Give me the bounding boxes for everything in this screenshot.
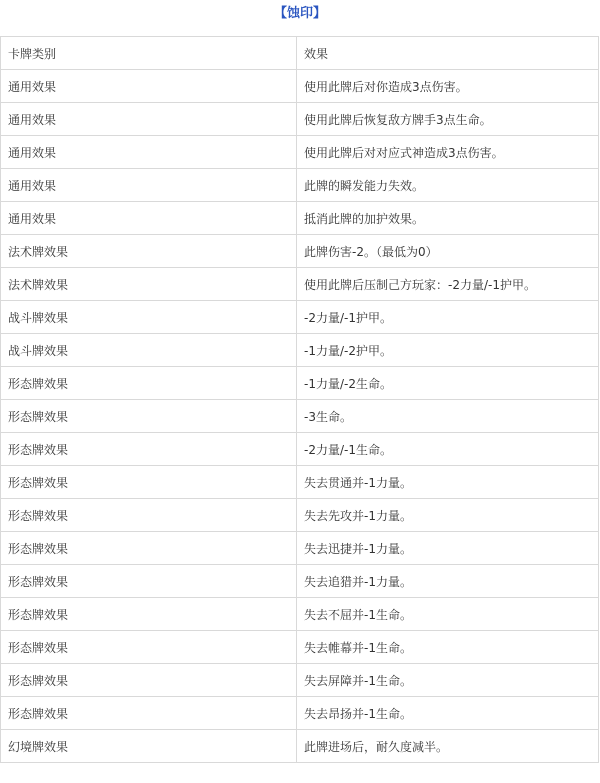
header-card-category: 卡牌类别 xyxy=(1,37,297,70)
effect-cell: 失去贯通并-1力量。 xyxy=(297,466,599,499)
card-category-cell: 形态牌效果 xyxy=(1,499,297,532)
effect-cell: 使用此牌后对对应式神造成3点伤害。 xyxy=(297,136,599,169)
effect-cell: 失去迅捷并-1力量。 xyxy=(297,532,599,565)
card-category-cell: 战斗牌效果 xyxy=(1,301,297,334)
header-effect: 效果 xyxy=(297,37,599,70)
card-category-cell: 形态牌效果 xyxy=(1,697,297,730)
table-row xyxy=(1,169,599,202)
table-row xyxy=(1,631,599,664)
effect-cell: 失去不屈并-1生命。 xyxy=(297,598,599,631)
table-row xyxy=(1,532,599,565)
table-row xyxy=(1,367,599,400)
card-category-cell: 通用效果 xyxy=(1,169,297,202)
card-category-cell: 形态牌效果 xyxy=(1,598,297,631)
card-category-cell: 通用效果 xyxy=(1,70,297,103)
table-row xyxy=(1,499,599,532)
effect-cell: 失去昂扬并-1生命。 xyxy=(297,697,599,730)
effect-cell: 使用此牌后压制己方玩家：-2力量/-1护甲。 xyxy=(297,268,599,301)
table-row xyxy=(1,268,599,301)
card-category-cell: 通用效果 xyxy=(1,202,297,235)
card-category-cell: 形态牌效果 xyxy=(1,664,297,697)
table-row xyxy=(1,202,599,235)
effect-cell: 抵消此牌的加护效果。 xyxy=(297,202,599,235)
table-row xyxy=(1,334,599,367)
table-row xyxy=(1,301,599,334)
effects-table xyxy=(0,36,599,763)
effect-cell: -3生命。 xyxy=(297,400,599,433)
card-category-cell: 法术牌效果 xyxy=(1,235,297,268)
card-category-cell: 形态牌效果 xyxy=(1,565,297,598)
effect-cell: 使用此牌后对你造成3点伤害。 xyxy=(297,70,599,103)
effect-cell: -1力量/-2生命。 xyxy=(297,367,599,400)
effect-cell: -2力量/-1护甲。 xyxy=(297,301,599,334)
table-row xyxy=(1,565,599,598)
effect-cell: 此牌伤害-2。（最低为0） xyxy=(297,235,599,268)
effect-cell: -1力量/-2护甲。 xyxy=(297,334,599,367)
page-title: 【蚀印】 xyxy=(273,6,326,21)
effect-cell: 失去先攻并-1力量。 xyxy=(297,499,599,532)
table-row xyxy=(1,235,599,268)
effect-cell: 失去帷幕并-1生命。 xyxy=(297,631,599,664)
table-row xyxy=(1,697,599,730)
card-category-cell: 形态牌效果 xyxy=(1,631,297,664)
card-category-cell: 形态牌效果 xyxy=(1,400,297,433)
effect-cell: 失去追猎并-1力量。 xyxy=(297,565,599,598)
effect-cell: 失去屏障并-1生命。 xyxy=(297,664,599,697)
card-category-cell: 战斗牌效果 xyxy=(1,334,297,367)
table-row xyxy=(1,664,599,697)
card-category-cell: 形态牌效果 xyxy=(1,367,297,400)
card-category-cell: 幻境牌效果 xyxy=(1,730,297,763)
table-row xyxy=(1,103,599,136)
table-body xyxy=(1,70,599,763)
effect-cell: 使用此牌后恢复敌方牌手3点生命。 xyxy=(297,103,599,136)
card-category-cell: 形态牌效果 xyxy=(1,532,297,565)
table-row xyxy=(1,433,599,466)
card-category-cell: 形态牌效果 xyxy=(1,433,297,466)
effect-cell: -2力量/-1生命。 xyxy=(297,433,599,466)
table-row xyxy=(1,70,599,103)
table-header-row xyxy=(1,37,599,70)
table-row xyxy=(1,598,599,631)
effect-cell: 此牌进场后，耐久度减半。 xyxy=(297,730,599,763)
table-row xyxy=(1,730,599,763)
table-row xyxy=(1,400,599,433)
table-row xyxy=(1,136,599,169)
card-category-cell: 通用效果 xyxy=(1,136,297,169)
table-row xyxy=(1,466,599,499)
card-category-cell: 法术牌效果 xyxy=(1,268,297,301)
card-category-cell: 通用效果 xyxy=(1,103,297,136)
card-category-cell: 形态牌效果 xyxy=(1,466,297,499)
effect-cell: 此牌的瞬发能力失效。 xyxy=(297,169,599,202)
